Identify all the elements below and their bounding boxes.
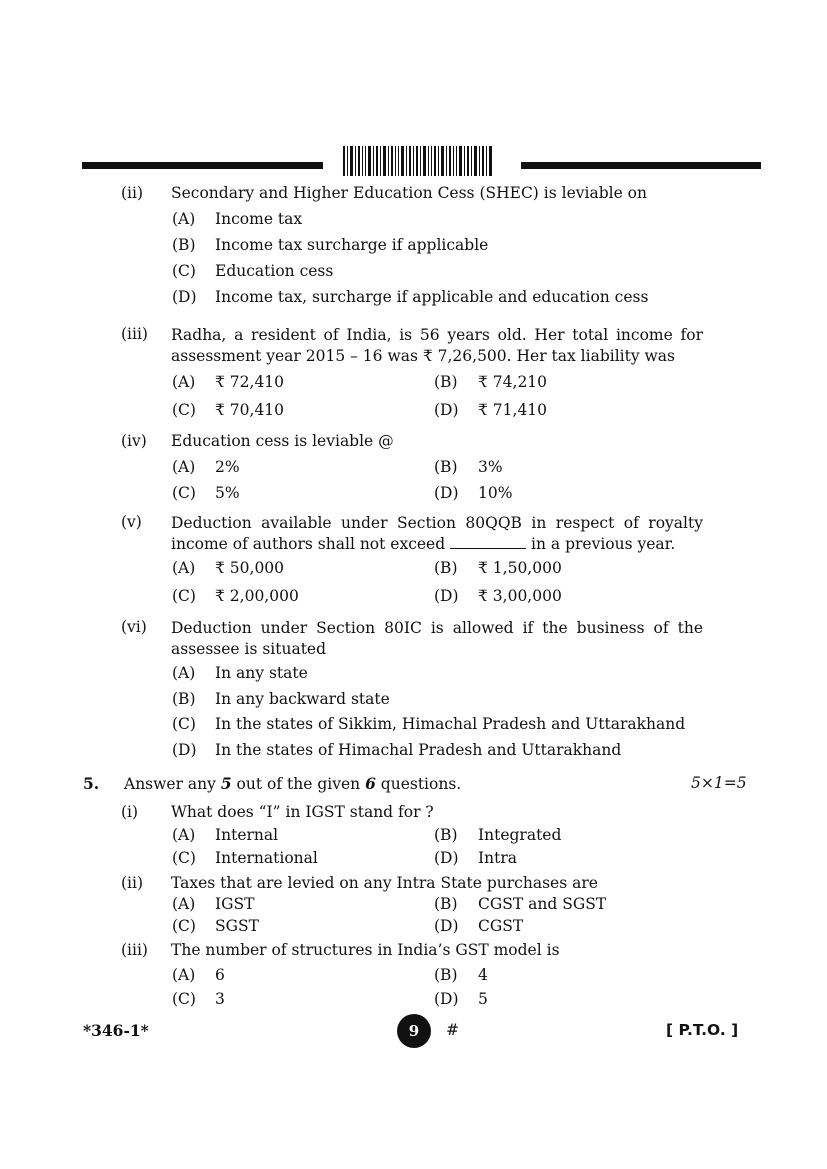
question-number: (i) [121,803,139,821]
option-text: Integrated [478,826,562,844]
option-text: Internal [215,826,279,844]
option-text: 10% [478,484,513,502]
option-text: 5 [478,990,488,1008]
option-label: (A) [172,373,196,391]
option-label: (B) [434,458,458,476]
option-label: (D) [434,401,459,419]
marks-allocation: 5×1=5 [691,774,747,792]
option-label: (C) [172,401,196,419]
question-text: What does “I” in IGST stand for ? [171,803,434,821]
question-text: Secondary and Higher Education Cess (SHEC) is leviable on [171,184,647,202]
section-number: 5. [83,774,100,793]
page-number: 9 [397,1014,431,1048]
option-text: Income tax, surcharge if applicable and education cess [215,288,649,306]
option-text: International [215,849,318,867]
instruction-part: Answer any [124,775,221,793]
option-text: ₹ 72,410 [215,373,285,391]
question-text: Taxes that are levied on any Intra State purchases are [171,874,598,892]
option-text: Intra [478,849,517,867]
option-label: (D) [434,849,459,867]
option-text: In the states of Sikkim, Himachal Pradesh and Uttarakhand [215,715,686,733]
option-label: (C) [172,587,196,605]
option-label: (B) [434,826,458,844]
option-text: Income tax [215,210,303,228]
option-label: (B) [434,373,458,391]
option-text: In any backward state [215,690,390,708]
option-label: (B) [434,966,458,984]
option-label: (C) [172,262,196,280]
header-rule-left [82,162,323,169]
instruction-total: 6 [365,774,376,793]
option-text: 3% [478,458,503,476]
question-text: Deduction under Section 80IC is allowed if the business of the assessee is situated [171,619,703,658]
question-number: (iii) [121,325,148,343]
option-text: IGST [215,895,255,913]
hash-mark: # [446,1021,459,1039]
question-text: The number of structures in India’s GST model is [171,941,560,959]
option-label: (A) [172,458,196,476]
option-label: (D) [434,917,459,935]
option-label: (B) [172,236,196,254]
question-text: Education cess is leviable @ [171,432,394,450]
option-label: (A) [172,895,196,913]
fill-in-blank [450,534,526,549]
option-label: (D) [434,484,459,502]
question-number: (iii) [121,941,148,959]
instruction-part: out of the given [231,775,366,793]
section-instruction [124,774,461,793]
option-label: (B) [434,895,458,913]
option-label: (B) [434,559,458,577]
option-text: 5% [215,484,240,502]
barcode [343,146,493,176]
option-text: ₹ 1,50,000 [478,559,562,577]
question-number: (iv) [121,432,147,450]
option-text: CGST and SGST [478,895,607,913]
option-text: ₹ 70,410 [215,401,285,419]
instruction-part: questions. [375,775,462,793]
option-label: (A) [172,559,196,577]
question-text [171,513,703,555]
option-label: (A) [172,826,196,844]
option-label: (D) [172,741,197,759]
option-label: (D) [172,288,197,306]
question-number: (ii) [121,874,144,892]
paper-code: *346-1* [83,1021,149,1040]
option-label: (C) [172,715,196,733]
option-text: Income tax surcharge if applicable [215,236,489,254]
header-rule-right [521,162,761,169]
option-text: CGST [478,917,524,935]
option-label: (A) [172,210,196,228]
option-text: 2% [215,458,240,476]
instruction-count: 5 [220,774,232,793]
option-label: (A) [172,966,196,984]
option-text: 4 [478,966,488,984]
option-text: In the states of Himachal Pradesh and Uttarakhand [215,741,622,759]
option-text: 3 [215,990,225,1008]
option-label: (D) [434,990,459,1008]
option-text: In any state [215,664,308,682]
question-number: (ii) [121,184,144,202]
option-label: (C) [172,917,196,935]
question-text-after: in a previous year. [531,535,676,553]
option-label: (C) [172,484,196,502]
option-label: (C) [172,990,196,1008]
option-text: ₹ 71,410 [478,401,548,419]
option-text: SGST [215,917,259,935]
question-number: (vi) [121,618,147,636]
option-text: ₹ 3,00,000 [478,587,562,605]
option-text: Education cess [215,262,334,280]
question-text: Radha, a resident of India, is 56 years old. Her total income for assessment year 2015 – 16 was ₹ 7,26,500. Her tax liability was [171,326,703,365]
option-label: (D) [434,587,459,605]
option-text: ₹ 74,210 [478,373,548,391]
option-text: ₹ 2,00,000 [215,587,299,605]
pto-note: [ P.T.O. ] [666,1021,739,1039]
option-label: (A) [172,664,196,682]
option-text: 6 [215,966,225,984]
question-number: (v) [121,513,142,531]
option-label: (B) [172,690,196,708]
option-label: (C) [172,849,196,867]
option-text: ₹ 50,000 [215,559,285,577]
question-text-before: Deduction available under Section 80QQB in respect of royalty income of authors shall not exceed [171,514,703,553]
